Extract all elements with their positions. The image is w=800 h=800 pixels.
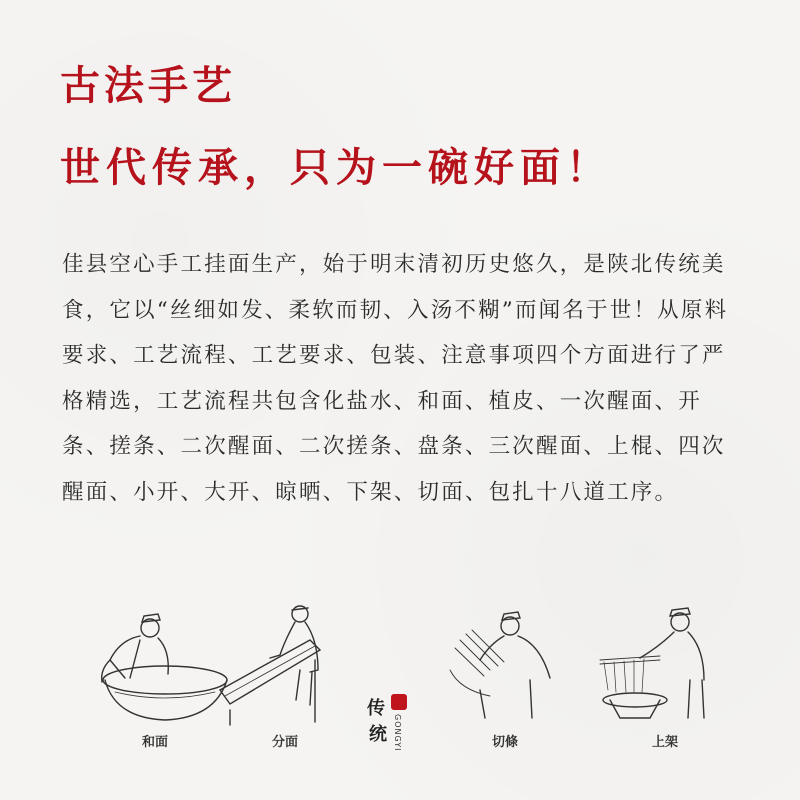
logo-subtext: GONGYI bbox=[393, 714, 402, 752]
headline-line-1: 古法手艺 bbox=[60, 63, 236, 109]
hanging-noodles-illustration bbox=[580, 600, 750, 730]
logo-char-1: 传 bbox=[367, 698, 385, 719]
step-hanging bbox=[580, 600, 750, 760]
dividing-dough-illustration bbox=[200, 600, 370, 730]
step-dividing bbox=[200, 600, 370, 760]
traditional-logo bbox=[365, 690, 425, 760]
cutting-noodles-illustration bbox=[420, 600, 590, 730]
step-label: 切條 bbox=[491, 735, 518, 750]
step-label: 上架 bbox=[651, 735, 678, 750]
red-seal-icon bbox=[391, 694, 407, 710]
step-label: 和面 bbox=[141, 735, 168, 750]
step-cutting bbox=[420, 600, 590, 760]
step-label: 分面 bbox=[271, 735, 298, 750]
description-paragraph: 佳县空心手工挂面生产，始于明末清初历史悠久，是陕北传统美食，它以“丝细如发、柔软而韧、入汤不糊”而闻名于世！从原料要求、工艺流程、工艺要求、包装、注意事项四个方面进行了严格精选，工艺流程共包含化盐水、和面、植皮、一次醒面、开条、搓条、二次醒面、二次搓条、盘条、三次醒面、上棍、四次醒面、小开、大开、晾晒、下架、切面、包扎十八道工序。 bbox=[62, 252, 729, 505]
headline-line-2: 世代传承，只为一碗好面！ bbox=[60, 145, 612, 191]
logo-char-2: 统 bbox=[369, 724, 387, 745]
